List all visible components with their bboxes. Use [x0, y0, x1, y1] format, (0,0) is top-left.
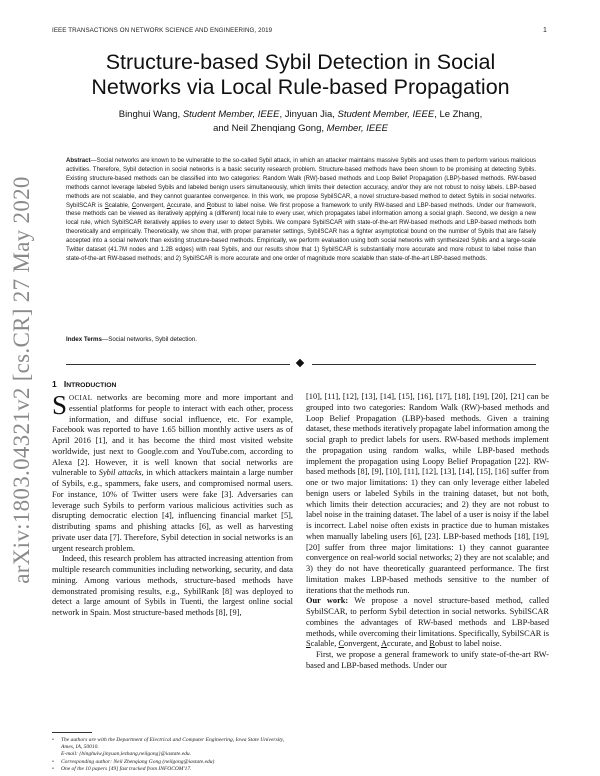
author-text: Binghui Wang,	[118, 109, 183, 120]
left-column	[52, 390, 294, 619]
page-number: 1	[543, 27, 547, 34]
footnote-text: One of the 10 papers [49] fast tracked from INFOCOM'17.	[61, 765, 192, 772]
abstract-text: —Social networks are known to be vulnerable to the so-called Sybil attack, in which an attacker maintains massive Sybils and uses them to perform various malicious activities. Therefore, Sybil detection in social networks is a basic security research problem. Structure-based methods have been shown to be promising at detecting Sybils. Existing structure-based methods can be classified into two categories: Random Walk (RW)-based methods and Loop Belief Propagation (LBP)-based methods. RW-based methods cannot leverage labeled Sybils and labeled benign users simultaneously, which limits their detection accuracy, and/or they are not robust to noisy labels. LBP-based methods are not scalable, and they cannot guarantee convergence. In this work, we propose SybilSCAR, a novel structure-based method to detect Sybils in social networks. SybilSCAR is	[66, 158, 536, 209]
paragraph-text: We propose a novel structure-based method, called SybilSCAR, to perform Sybil detection in social networks. SybilSCAR combines the advantages of RW-based methods and LBP-based methods, while overcoming their limitations. Specifically, SybilSCAR is	[306, 596, 549, 638]
abstract-text: obust	[211, 202, 226, 209]
paragraph-text: networks are becoming more and more important and essential platforms for people to interact with each other, process information, and diffuse social influence, etc. For example, Facebook was reported to have 1.65 billion monthly active users as of April 2016 [1], and it has become the third most visited website worldwide, just next to Google.com and YouTube.com, according to Alexa [2]. However, it is well known that social networks are vulnerable to	[52, 393, 293, 478]
section-heading	[52, 379, 116, 389]
intro-paragraph-4: First, we propose a general framework to unify state-of-the-art RW-based and LBP-based methods. Under our	[306, 650, 549, 670]
abstract-label: Abstract	[66, 158, 91, 164]
author-role: Student Member, IEEE	[182, 109, 280, 120]
intro-paragraph-1	[52, 390, 294, 554]
footnote-text: E-mail: {binghuiw,jinyuan,lezhang,neilgong}@iastate.edu.	[61, 751, 192, 758]
footnote-text: Corresponding author: Neil Zhenqiang Gong (neilgong@iastate.edu)	[61, 758, 215, 765]
arxiv-stamp-text: arXiv:1803.04321v2 [cs.CR] 27 May 2020	[9, 176, 34, 584]
paragraph-text: calable,	[310, 639, 339, 649]
acronym-letter: C	[131, 202, 137, 209]
author-text: and Neil Zhenqiang Gong,	[213, 123, 327, 134]
paper-title	[52, 50, 549, 100]
paragraph-text: ccurate, and	[387, 639, 430, 649]
footnote-rule	[52, 732, 92, 733]
footnote	[52, 737, 293, 759]
acronym-letter: C	[338, 639, 345, 649]
author-text: , Le Zhang,	[434, 109, 483, 120]
footnote	[52, 759, 293, 766]
acronym-letter: A	[380, 639, 387, 649]
arxiv-stamp	[3, 176, 41, 584]
divider-line-right	[312, 364, 536, 365]
title-line-1: Structure-based Sybil Detection in Social	[105, 50, 496, 74]
bullet-icon: •	[52, 737, 54, 743]
abstract	[66, 157, 536, 264]
intro-paragraph-2: Indeed, this research problem has attracted increasing attention from multiple research communities including networking, security, and data mining. Among various methods, structure-based methods have demonstrated promising results, e.g., SybilRank [8] was deployed to detect a large amount of Sybils in Tuenti, the largest online social network in Spain. Most structure-based methods [8], [9],	[52, 554, 293, 617]
acronym-letter: S	[104, 202, 109, 209]
our-work-paragraph	[306, 596, 549, 650]
our-work-label: Our work:	[306, 596, 349, 606]
authors-line-1	[52, 108, 549, 122]
title-line-2: Networks via Local Rule-based Propagation	[91, 75, 510, 99]
acronym-letter: R	[429, 639, 435, 649]
abstract-text: calable,	[108, 202, 132, 209]
emphasis-text: Sybil attacks	[98, 468, 142, 478]
footnote	[52, 766, 293, 773]
intro-paragraph-3: [10], [11], [12], [13], [14], [15], [16], [17], [18], [19], [20], [21] can be grouped into two categories: Random Walk (RW)-based methods and Loop Belief Propagation (LBP)-based methods. Given a training dataset, these methods iteratively propagate label information among the social graph to predict labels for users. RW-based methods implement the propagation using random walks, while LBP-based methods implement the propagation using Loopy Belief Propagation [22]. RW-based methods [8], [9], [10], [11], [12], [13], [14], [15], [16] suffer from one or two major limitations: 1) they can only leverage either labeled benign users or labeled Sybils in the training dataset, but not both, which limits their detection accuracies; and 2) they are not robust to label noise in the training dataset. The label of a user is noisy if the label is incorrect. Label noise often exists in practice due to human mistakes when manually labeling users [6], [23]. LBP-based methods [18], [19], [20] suffer from three major limitations: 1) they cannot guarantee convergence on real-world social networks; 2) they are not scalable; and 3) they do not have theoretically guaranteed performance. The first limitation makes LBP-based methods sensitive to the number of iterations that the methods run.	[306, 392, 549, 595]
author-role: Student Member, IEEE	[337, 109, 435, 120]
right-column	[306, 392, 549, 672]
section-number: 1	[52, 379, 57, 389]
paragraph-text: , in which attackers maintain a large number of Sybils, e.g., spammers, fake users, and compromised normal users. For instance, 10% of Twitter users were fake [3]. Adversaries can leverage such Sybils to perform various malicious activities such as disrupting democratic election [4], influencing financial market [5], distributing spams and phishing attacks [6], as well as harvesting private user data [7]. Therefore, Sybil detection in social networks is an urgent research problem.	[52, 468, 294, 553]
paragraph-text: onvergent,	[344, 639, 380, 649]
diamond-icon	[296, 359, 304, 367]
author-role: Member, IEEE	[326, 123, 388, 134]
footnote-body	[61, 737, 293, 759]
author-text: , Jinyuan Jia,	[279, 109, 338, 120]
author-list	[52, 108, 549, 136]
bullet-icon: •	[52, 758, 54, 765]
acronym-letter: R	[206, 202, 212, 209]
small-caps-word: OCIAL	[69, 394, 93, 402]
section-title-rest: NTRODUCTION	[66, 382, 117, 389]
index-terms-text: —Social networks, Sybil detection.	[102, 336, 197, 343]
abstract-text: onvergent,	[136, 202, 167, 209]
index-terms	[66, 336, 536, 343]
bullet-icon: •	[52, 765, 54, 772]
acronym-letter: S	[306, 639, 311, 649]
authors-line-2	[52, 122, 549, 136]
footnotes	[52, 737, 293, 773]
paragraph-text: obust to label noise.	[434, 639, 502, 649]
section-title-first: I	[63, 379, 67, 389]
index-terms-label: Index Terms	[66, 336, 102, 343]
divider-line-left	[66, 364, 290, 365]
section-divider	[66, 359, 536, 369]
footnote-text: The authors are with the Department of Electrical and Computer Engineering, Iowa State University, Ames, IA, 50010.	[61, 737, 285, 751]
abstract-text: to label noise. We first propose a framework to unify RW-based and LBP-based methods. Under our framework, these methods can be viewed as iteratively applying a (different) local rule to every user, which propagates label information among a social graph. Second, we design a new local rule, which SybilSCAR iteratively applies to every user to detect Sybils. We compare SybilSCAR with state-of-the-art RW-based methods and LBP-based methods both theoretically and empirically. Theoretically, we show that, with proper parameter settings, SybilSCAR has a tighter asymptotical bound on the number of Sybils that are falsely accepted into a social network than existing structure-based methods. Empirically, we perform evaluation using both social networks with synthesized Sybils and a large-scale Twitter dataset (41.7M nodes and 1.2B edges) with real Sybils, and our results show that 1) SybilSCAR is substantially more accurate and more robust to label noise than state-of-the-art RW-based methods; and 2) SybilSCAR is more accurate and one order of magnitude more scalable than state-of-the-art LBP-based methods.	[66, 202, 537, 262]
running-header: IEEE TRANSACTIONS ON NETWORK SCIENCE AND ENGINEERING, 2019	[52, 27, 273, 34]
abstract-paragraph	[66, 157, 536, 264]
drop-cap: S	[52, 390, 68, 420]
abstract-text: ccurate, and	[170, 202, 205, 209]
acronym-letter: A	[166, 202, 171, 209]
